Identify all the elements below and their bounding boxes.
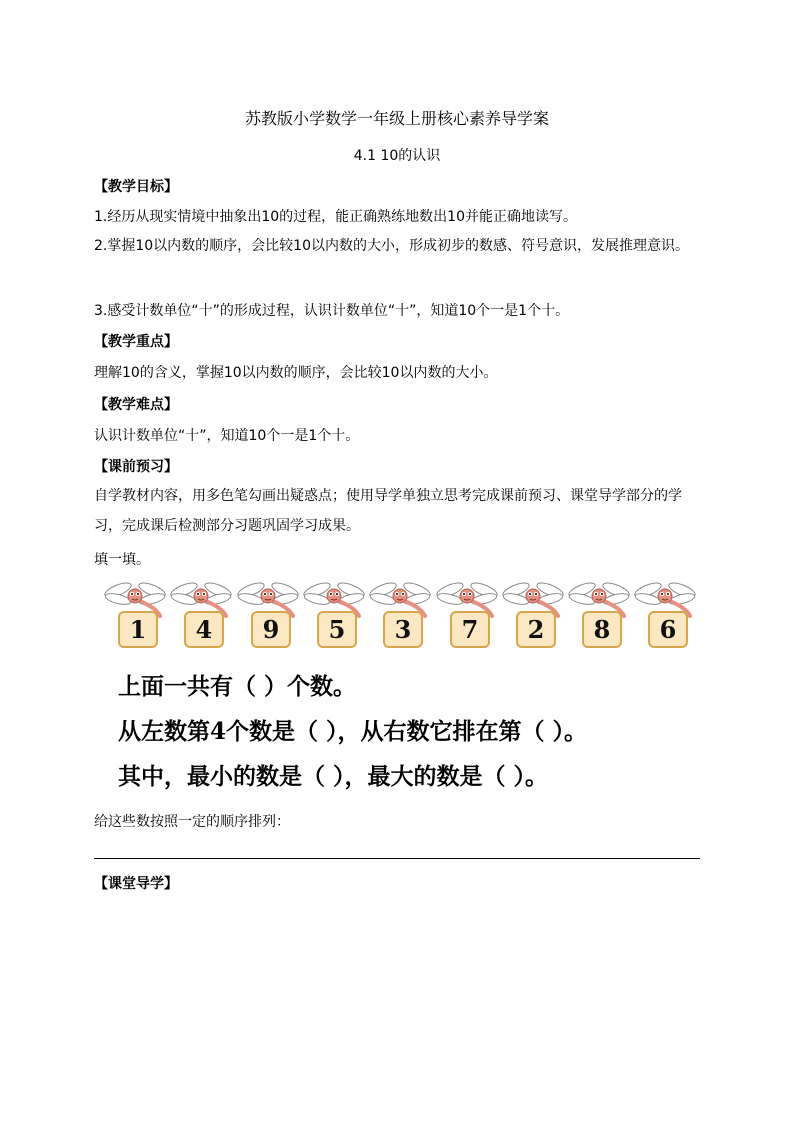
answer-line bbox=[94, 858, 700, 859]
dragonfly-card bbox=[237, 578, 299, 648]
dragonfly-card bbox=[568, 578, 630, 648]
question-count: 上面一共有（ ）个数。 bbox=[118, 673, 357, 700]
number-card: 2 bbox=[516, 611, 556, 648]
difficulties-heading: 【教学难点】 bbox=[94, 397, 178, 413]
fill-in-label: 填一填。 bbox=[94, 552, 150, 568]
document-title: 苏教版小学数学一年级上册核心素养导学案 bbox=[244, 109, 549, 128]
dragonfly-card bbox=[369, 578, 431, 648]
question-position: 从左数第4个数是（ ），从右数它排在第（ ）。 bbox=[118, 718, 588, 745]
lesson-subtitle: 4.1 10的认识 bbox=[353, 148, 441, 164]
question-min-max: 其中，最小的数是（ ），最大的数是（ ）。 bbox=[118, 763, 549, 790]
number-card: 6 bbox=[648, 611, 688, 648]
goals-heading: 【教学目标】 bbox=[94, 179, 178, 195]
dragonfly-card bbox=[170, 578, 232, 648]
preview-text: 自学教材内容，用多色笔勾画出疑惑点；使用导学单独立思考完成课前预习、课堂导学部分的学习，完成课后检测部分习题巩固学习成果。 bbox=[94, 488, 682, 534]
dragonfly-card bbox=[436, 578, 498, 648]
dragonfly-card bbox=[303, 578, 365, 648]
number-card: 3 bbox=[383, 611, 423, 648]
number-card: 7 bbox=[450, 611, 490, 648]
number-card: 5 bbox=[317, 611, 357, 648]
difficulties-text: 认识计数单位“十”，知道10个一是1个十。 bbox=[94, 428, 360, 444]
dragonfly-card bbox=[634, 578, 696, 648]
goal-item-3: 3.感受计数单位“十”的形成过程，认识计数单位“十”，知道10个一是1个十。 bbox=[94, 303, 570, 319]
key-points-heading: 【教学重点】 bbox=[94, 334, 178, 350]
number-card: 1 bbox=[118, 611, 158, 648]
goal-item-1: 1.经历从现实情境中抽象出10的过程，能正确熟练地数出10并能正确地读写。 bbox=[94, 209, 577, 225]
dragonfly-number-row bbox=[104, 578, 696, 648]
order-prompt: 给这些数按照一定的顺序排列： bbox=[94, 814, 290, 830]
number-card: 9 bbox=[251, 611, 291, 648]
preview-heading: 【课前预习】 bbox=[94, 459, 178, 475]
number-card: 4 bbox=[184, 611, 224, 648]
classroom-heading: 【课堂导学】 bbox=[94, 876, 178, 892]
goal-item-2: 2.掌握10以内数的顺序，会比较10以内数的大小，形成初步的数感、符号意识，发展推理意识。 bbox=[94, 238, 689, 254]
dragonfly-card bbox=[502, 578, 564, 648]
number-card: 8 bbox=[582, 611, 622, 648]
key-points-text: 理解10的含义，掌握10以内数的顺序，会比较10以内数的大小。 bbox=[94, 365, 498, 381]
dragonfly-card bbox=[104, 578, 166, 648]
